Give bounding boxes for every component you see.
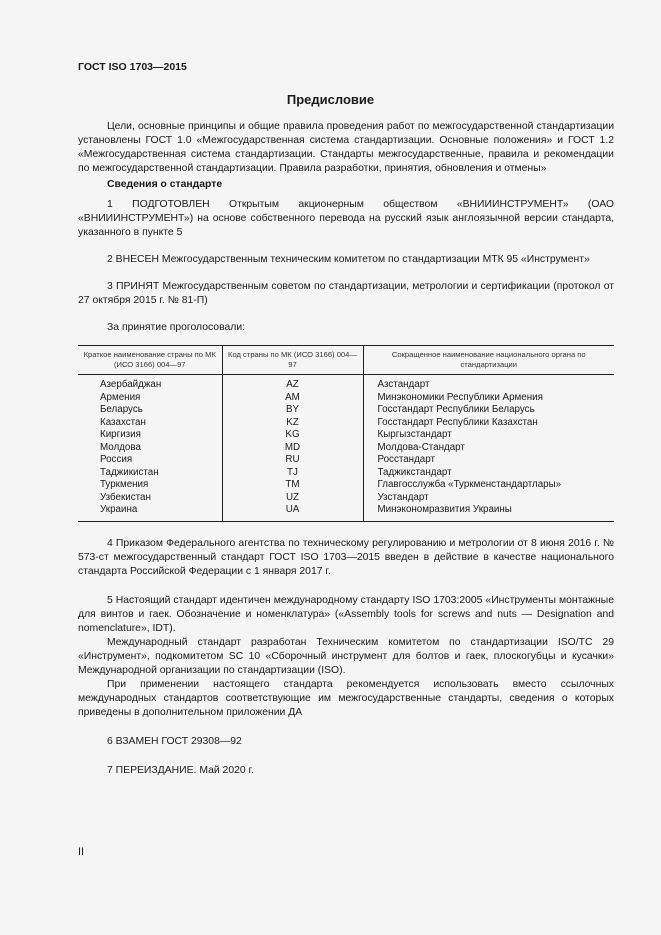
- body-cell: Госстандарт Республики Казахстан: [363, 417, 614, 430]
- country-cell: Армения: [100, 391, 141, 403]
- body-cell: Узстандарт: [363, 492, 614, 505]
- code-cell: MD: [222, 442, 363, 455]
- section-title: Сведения о стандарте: [107, 179, 223, 190]
- code-cell: RU: [222, 454, 363, 467]
- country-cell: Узбекистан: [100, 491, 151, 503]
- table-row: [78, 454, 614, 467]
- page-number: II: [78, 846, 85, 858]
- body-cell: Главгосслужба «Туркменстандартлары»: [363, 479, 614, 492]
- code-cell: TM: [222, 479, 363, 492]
- country-cell: Таджикистан: [100, 466, 159, 478]
- body-cell: Азстандарт: [363, 375, 614, 392]
- header-code: Код страны по МК (ИСО 3166) 004—97: [222, 346, 363, 375]
- body-cell: Минэкономики Республики Армения: [363, 392, 614, 405]
- document-body: [78, 120, 614, 778]
- paragraph-1: 1 ПОДГОТОВЛЕН Открытым акционерным обществом «ВНИИИНСТРУМЕНТ» (ОАО «ВНИИИНСТРУМЕНТ») на основе собственного перевода на русский язык англоязычной версии стандарта, указанного в пункте 5: [78, 199, 614, 238]
- code-cell: TJ: [222, 467, 363, 480]
- body-cell: Росстандарт: [363, 454, 614, 467]
- country-cell: Беларусь: [100, 404, 143, 415]
- table-header-row: [78, 346, 614, 375]
- country-cell: Украина: [78, 504, 222, 521]
- body-cell: Кыргызстандарт: [363, 429, 614, 442]
- table-row: [78, 375, 614, 392]
- code-cell: KZ: [222, 417, 363, 430]
- country-cell: Азербайджан: [100, 379, 162, 390]
- voting-table: [78, 345, 614, 522]
- code-cell: BY: [222, 404, 363, 417]
- code-cell: AM: [222, 392, 363, 405]
- table-row: [78, 467, 614, 480]
- code-cell: AZ: [222, 375, 363, 392]
- country-cell: Молдова: [100, 441, 141, 453]
- body-cell: Молдова-Стандарт: [363, 442, 614, 455]
- header-body: Сокращенное наименование национального органа по стандартизации: [363, 346, 614, 375]
- paragraph-6: 6 ВЗАМЕН ГОСТ 29308—92: [107, 735, 242, 747]
- country-cell: Казахстан: [100, 416, 146, 428]
- country-cell: Россия: [100, 454, 133, 465]
- page-title: Предисловие: [286, 92, 375, 107]
- table-row: [78, 404, 614, 417]
- body-cell: Минэкономразвития Украины: [363, 504, 614, 521]
- paragraph-3: 3 ПРИНЯТ Межгосударственным советом по стандартизации, метрологии и сертификации (протокол от 27 октября 2015 г. № 81-П): [78, 281, 614, 306]
- table-row: [78, 429, 614, 442]
- paragraph-5b: Международный стандарт разработан Техническим комитетом по стандартизации ISO/TC 29 «Инструмент», подкомитетом SC 10 «Сборочный инструмент для болтов и гаек, плоскогубцы и кусачки» Международной организации по стандартизации (ISO).: [78, 636, 614, 676]
- code-cell: UA: [222, 504, 363, 521]
- table-row: [78, 492, 614, 505]
- country-cell: Киргизия: [100, 429, 141, 440]
- header-country: Краткое наименование страны по МК (ИСО 3166) 004—97: [78, 346, 222, 375]
- table-row: [78, 442, 614, 455]
- code-cell: KG: [222, 429, 363, 442]
- table-row: [78, 417, 614, 430]
- code-cell: UZ: [222, 492, 363, 505]
- table-row: [78, 504, 614, 521]
- table-row: [78, 392, 614, 405]
- paragraph-2: 2 ВНЕСЕН Межгосударственным техническим комитетом по стандартизации МТК 95 «Инструмент»: [107, 254, 590, 265]
- paragraph-5c: При применении настоящего стандарта рекомендуется использовать вместо ссылочных международных стандартов соответствующие им межгосударственные стандарты, сведения о которых приведены в дополнительном приложении ДА: [78, 678, 614, 718]
- paragraph-5: 5 Настоящий стандарт идентичен международному стандарту ISO 1703:2005 «Инструменты монтажные для винтов и гаек. Обозначение и номенклатура» («Assembly tools for screws and nuts — Designation and nomenclature», IDT).: [78, 594, 614, 634]
- paragraph-4: 4 Приказом Федерального агентства по техническому регулированию и метрологии от 8 июня 2016 г. № 573-ст межгосударственный стандарт ГОСТ ISO 1703—2015 введен в действие в качестве национального стандарта Российской Федерации с 1 января 2017 г.: [78, 537, 614, 577]
- country-cell: Туркмения: [100, 479, 149, 490]
- body-cell: Таджикстандарт: [363, 467, 614, 480]
- table-row: [78, 479, 614, 492]
- vote-label: За принятие проголосовали:: [107, 322, 246, 333]
- table-body: [78, 375, 614, 522]
- paragraph-7: 7 ПЕРЕИЗДАНИЕ. Май 2020 г.: [107, 764, 254, 776]
- body-cell: Госстандарт Республики Беларусь: [363, 404, 614, 417]
- intro-paragraph: Цели, основные принципы и общие правила проведения работ по межгосударственной стандартизации установлены ГОСТ 1.0 «Межгосударственная система стандартизации. Основные положения» и ГОСТ 1.2 «Межгосударственная система стандартизации. Стандарты межгосударственные, правила и рекомендации по межгосударственной стандартизации. Правила разработки, принятия, обновления и отмены»: [78, 121, 614, 174]
- standard-code: ГОСТ ISO 1703—2015: [78, 61, 187, 73]
